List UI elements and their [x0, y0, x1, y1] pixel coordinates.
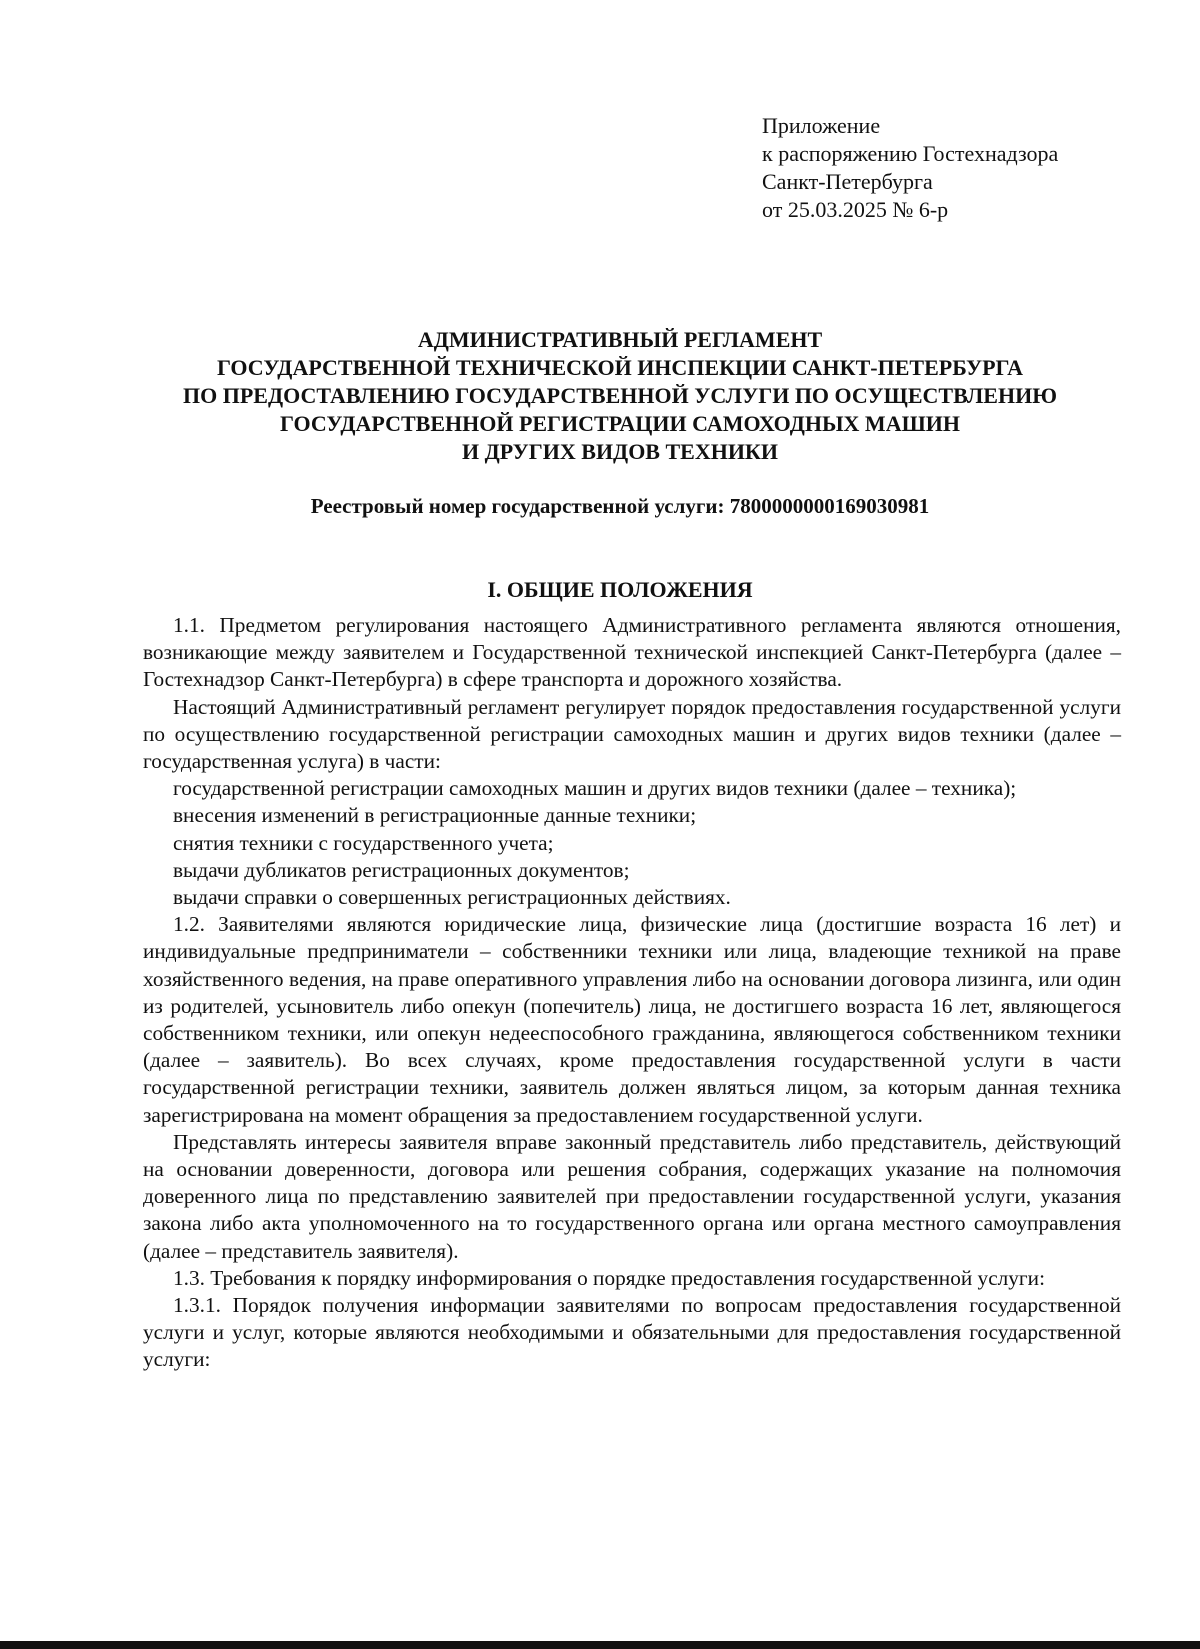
document-title — [60, 326, 1180, 466]
annex-date-line: от 25.03.2025 № 6-р — [762, 197, 949, 222]
list-item: выдачи дубликатов регистрационных документов; — [173, 857, 630, 882]
paragraph: 1.1. Предметом регулирования настоящего Административного регламента являются отношения, возникающие между заявителем и Государственной технической инспекцией Санкт-Петербурга (далее – Гостехнадзор Санкт-Петербурга) в сфере транспорта и дорожного хозяйства. — [143, 613, 1121, 692]
title-line: ГОСУДАРСТВЕННОЙ РЕГИСТРАЦИИ САМОХОДНЫХ МАШИН — [280, 411, 960, 436]
paragraph: 1.2. Заявителями являются юридические лица, физические лица (достигшие возраста 16 лет) и индивидуальные предприниматели – собственники техники или лица, владеющие техникой на праве хозяйственного ведения, на праве оперативного управления либо на основании договора лизинга, или один из родителей, усыновитель либо опекун (попечитель) лица, не достигшего возраста 16 лет, являющегося собственником техники, или опекун недееспособного гражданина, являющегося собственником техники (далее – заявитель). Во всех случаях, кроме предоставления государственной услуги в части государственной регистрации техники, заявитель должен являться лицом, за которым данная техника зарегистрирована на момент обращения за предоставлением государственной услуги. — [143, 912, 1121, 1127]
annex-line: Приложение — [762, 113, 881, 138]
list-item: государственной регистрации самоходных машин и других видов техники (далее – техника); — [173, 776, 1017, 801]
paragraph: Настоящий Административный регламент регулирует порядок предоставления государственной услуги по осуществлению государственной регистрации самоходных машин и других видов техники (далее – государственная услуга) в части: — [143, 694, 1121, 774]
paragraph: Представлять интересы заявителя вправе законный представитель либо представитель, действующий на основании доверенности, договора или решения собрания, содержащих указание на полномочия доверенного лица по представлению заявителей при предоставлении государственной услуги, указания закона либо акта уполномоченного на то государственного органа или органа местного самоуправления (далее – представитель заявителя). — [143, 1129, 1121, 1263]
title-line: И ДРУГИХ ВИДОВ ТЕХНИКИ — [461, 439, 778, 464]
title-line: ГОСУДАРСТВЕННОЙ ТЕХНИЧЕСКОЙ ИНСПЕКЦИИ САНКТ-ПЕТЕРБУРГА — [216, 355, 1024, 380]
title-line: АДМИНИСТРАТИВНЫЙ РЕГЛАМЕНТ — [417, 327, 823, 352]
annex-block — [762, 112, 1058, 224]
section-heading: I. ОБЩИЕ ПОЛОЖЕНИЯ — [487, 577, 753, 602]
section-body — [143, 612, 1121, 1374]
paragraph: 1.3.1. Порядок получения информации заявителями по вопросам предоставления государственной услуги и услуг, которые являются необходимыми и обязательными для предоставления государственной услуги: — [143, 1293, 1121, 1372]
list-item: внесения изменений в регистрационные данные техники; — [173, 803, 697, 828]
scan-edge-bar — [0, 1641, 1200, 1649]
annex-line: Санкт-Петербурга — [762, 169, 933, 194]
list-item: выдачи справки о совершенных регистрационных действиях. — [173, 885, 731, 910]
title-line: ПО ПРЕДОСТАВЛЕНИЮ ГОСУДАРСТВЕННОЙ УСЛУГИ ПО ОСУЩЕСТВЛЕНИЮ — [183, 383, 1057, 408]
list-item: снятия техники с государственного учета; — [173, 830, 554, 855]
annex-line: к распоряжению Гостехнадзора — [762, 141, 1059, 166]
paragraph: 1.3. Требования к порядку информирования о порядке предоставления государственной услуги: — [173, 1265, 1045, 1290]
registry-number: Реестровый номер государственной услуги: 7800000000169030981 — [310, 494, 930, 518]
